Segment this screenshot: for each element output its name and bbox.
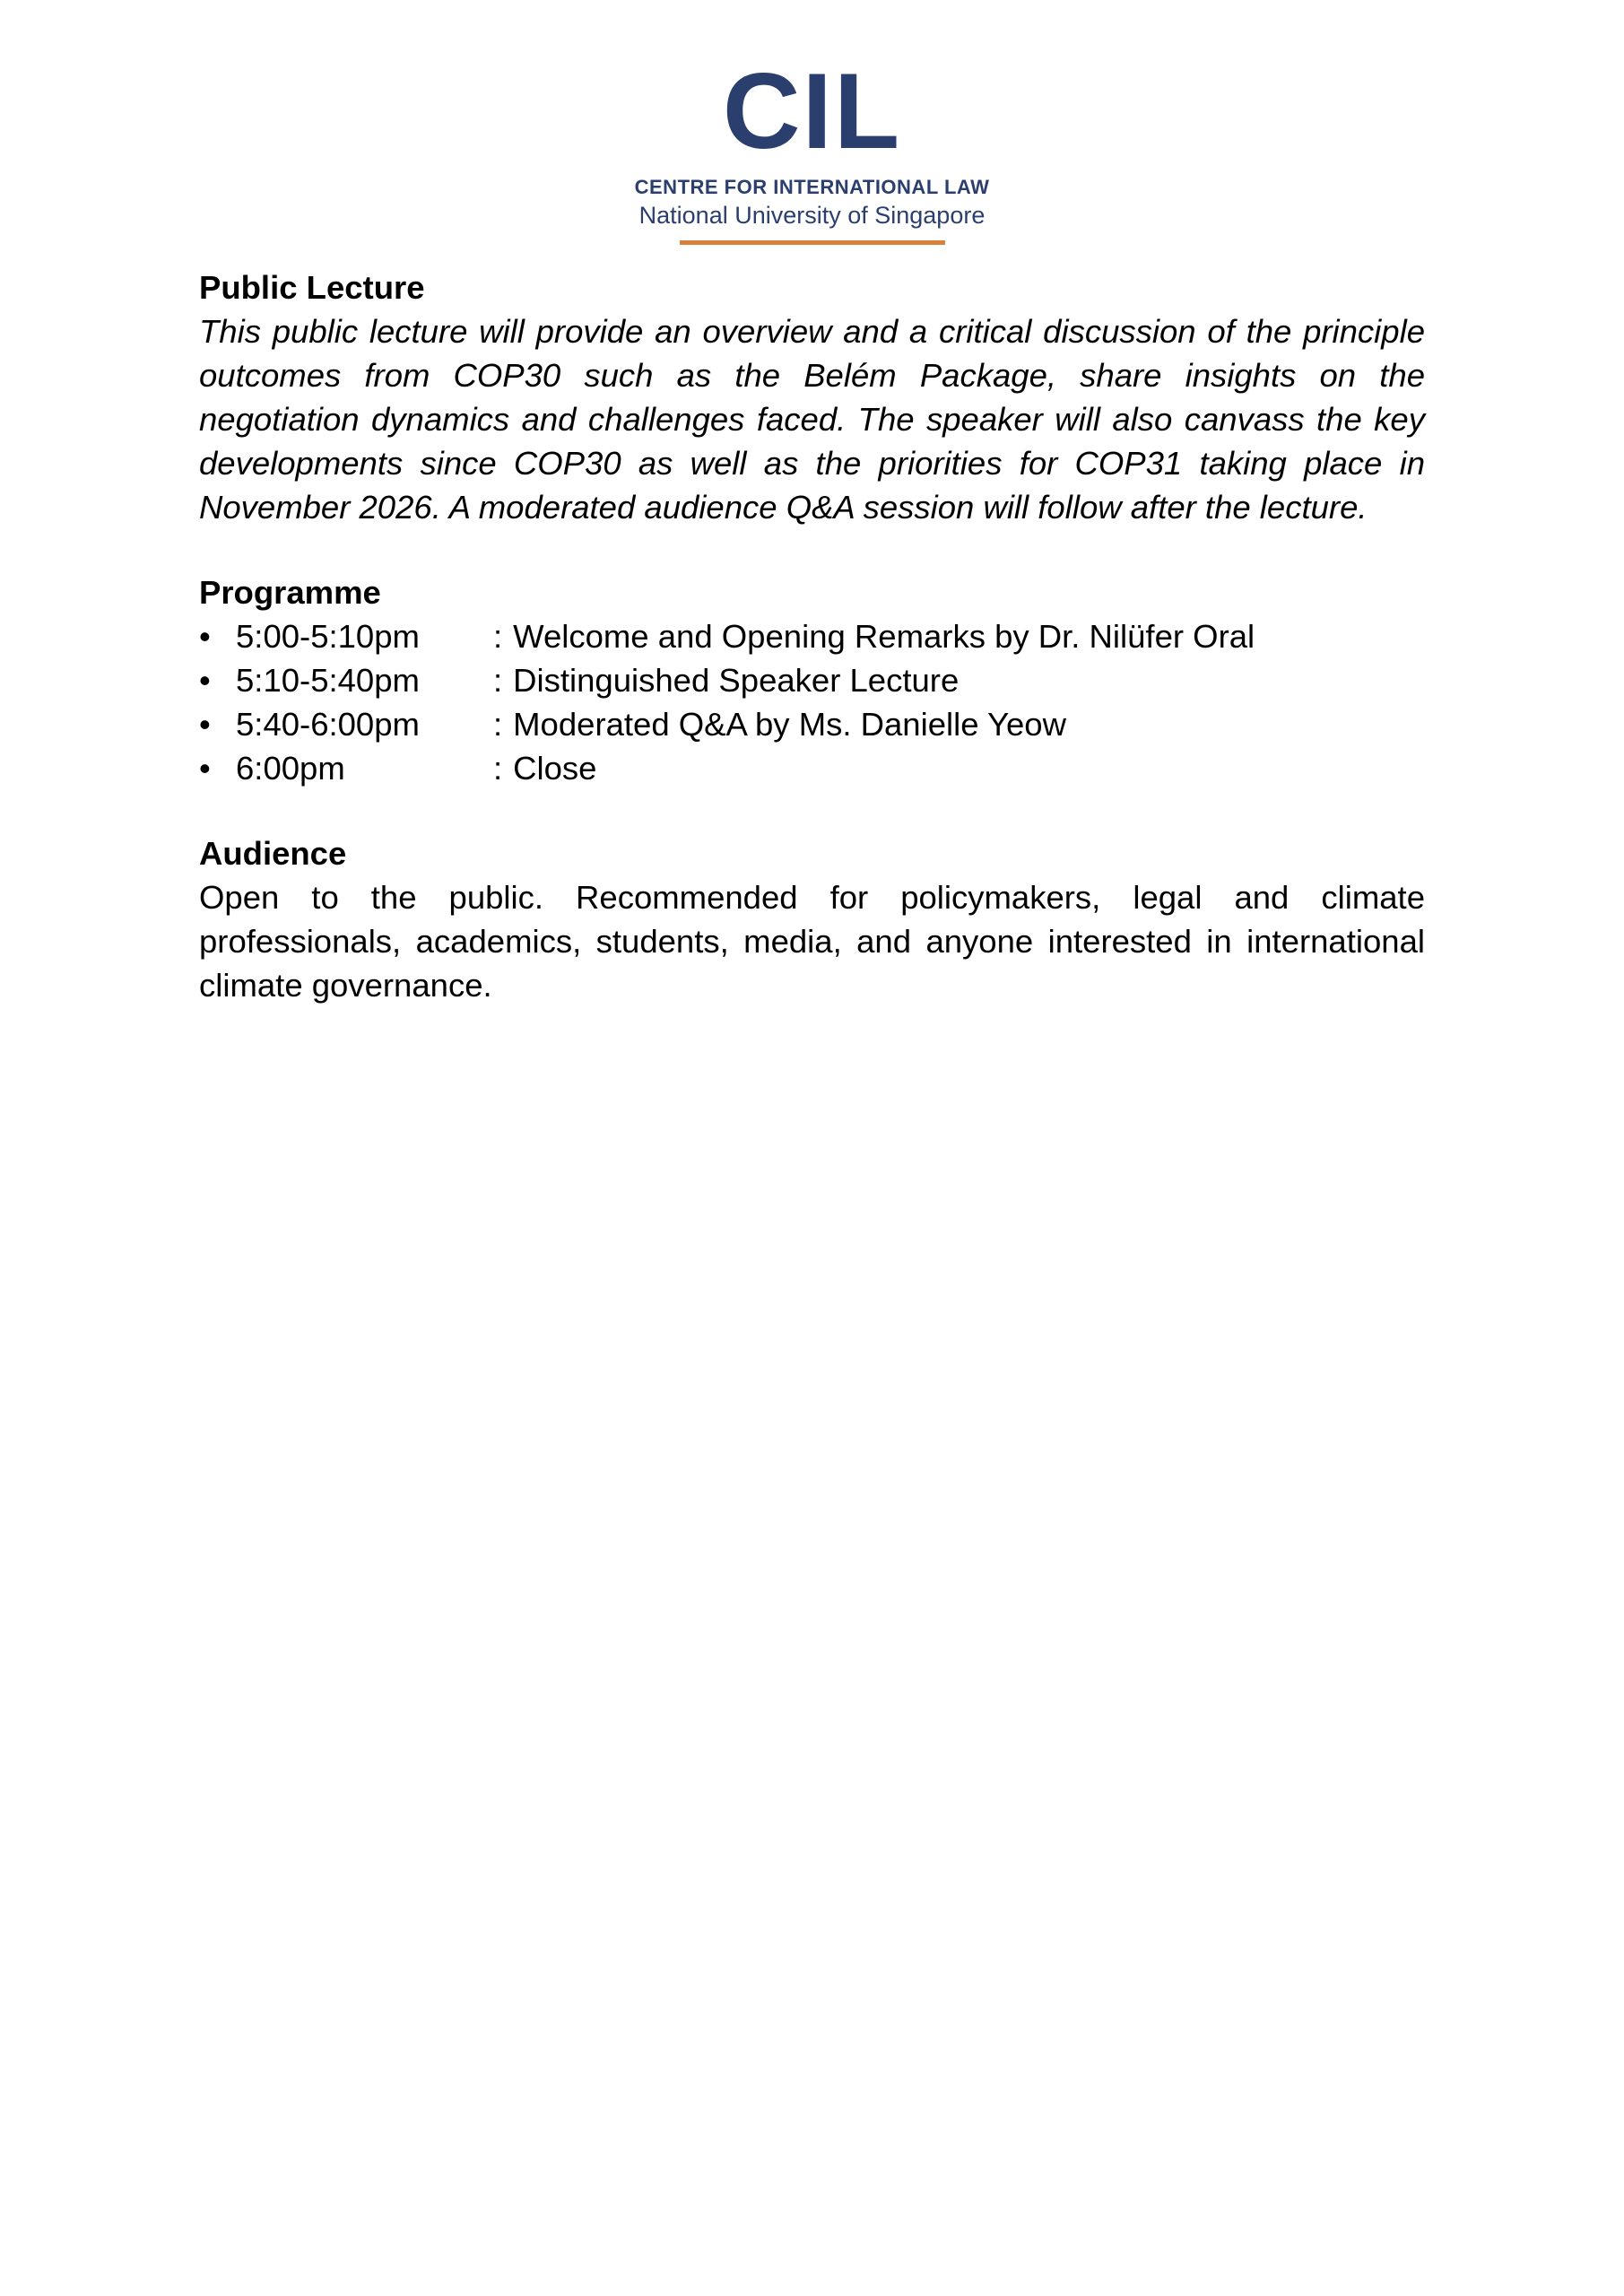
programme-heading: Programme [199,574,381,611]
programme-description: Distinguished Speaker Lecture [513,662,960,699]
bullet-icon: • [199,662,211,699]
programme-description: Welcome and Opening Remarks by Dr. Nilüfer Oral [513,618,1255,655]
programme-colon: : [493,706,503,743]
programme-row [199,614,1425,658]
programme-time: 5:10-5:40pm [236,662,420,699]
programme-description-cell [493,702,1425,746]
programme-row [199,702,1425,746]
bullet-icon: • [199,750,211,787]
audience-heading: Audience [199,835,347,872]
logo-underline-rule [680,240,945,245]
bullet-icon: • [199,706,211,743]
programme-colon: : [493,750,503,787]
cil-logo-centre-name: CENTRE FOR INTERNATIONAL LAW [634,176,990,198]
document-body [199,265,1425,1007]
programme-row [199,746,1425,790]
programme-colon: : [493,662,503,699]
programme-time: 5:00-5:10pm [236,618,420,655]
programme-description-cell [493,746,1425,790]
cil-logo-acronym: CIL [722,51,902,171]
programme-time: 5:40-6:00pm [236,706,420,743]
programme-description-cell [493,658,1425,702]
programme-time: 6:00pm [236,750,345,787]
cil-logo [0,0,1624,245]
public-lecture-heading: Public Lecture [199,269,425,306]
programme-list [199,614,1425,790]
programme-description-cell [493,614,1425,658]
programme-description: Close [513,750,597,787]
programme-colon: : [493,618,503,655]
public-lecture-paragraph: This public lecture will provide an overview and a critical discussion of the principle outcomes from COP30 such as the Belém Package, share insights on the negotiation dynamics and challenges faced. The speaker will also canvass the key developments since COP30 as well as the priorities for COP31 taking place in November 2026. A moderated audience Q&A session will follow after the lecture. [199,313,1425,526]
bullet-icon: • [199,618,211,655]
programme-row [199,658,1425,702]
cil-logo-university-name: National University of Singapore [638,202,986,229]
programme-description: Moderated Q&A by Ms. Danielle Yeow [513,706,1066,743]
audience-paragraph: Open to the public. Recommended for policymakers, legal and climate professionals, academics, students, media, and anyone interested in international climate governance. [199,879,1425,1004]
